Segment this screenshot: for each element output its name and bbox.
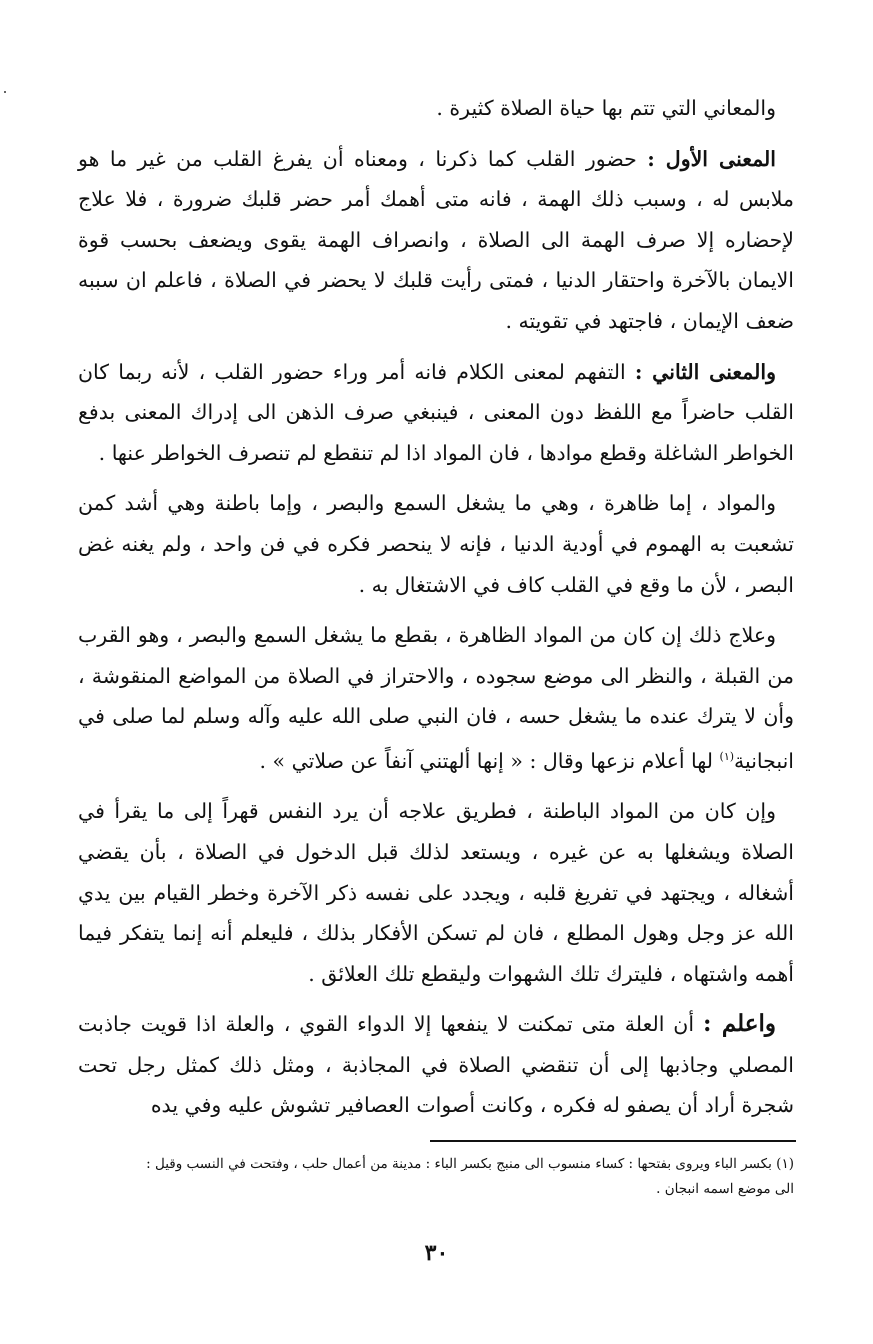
scan-speck bbox=[4, 91, 6, 93]
second-meaning-heading: والمعنى الثاني : bbox=[634, 359, 776, 384]
external-remedy-text-continued: لها أعلام نزعها وقال : « إنها ألهتني آنفاً عن صلاتي » . bbox=[259, 748, 713, 773]
first-meaning-heading: المعنى الأول : bbox=[647, 146, 776, 171]
paragraph-external-remedy bbox=[78, 615, 794, 781]
paragraph-know bbox=[78, 1004, 794, 1126]
footnote-line-1: (١) بكسر الباء ويروى بفتحها : كساء منسوب الى منبج بكسر الباء : مدينة من أعمال حلب ، وفتحت في النسب وقيل : bbox=[146, 1156, 794, 1172]
know-text: أن العلة متى تمكنت لا ينفعها إلا الدواء القوي ، والعلة اذا قويت جاذبت المصلي وجاذبها إلى أن تنقضي الصلاة في المجاذبة ، ومثل ذلك كمثل رجل تحت شجرة أراد أن يصفو له فكره ، وكانت أصوات العصافير تشوش عليه وفي يده bbox=[78, 1012, 794, 1118]
know-heading: واعلم : bbox=[702, 1010, 776, 1038]
paragraph-internal-remedy: وإن كان من المواد الباطنة ، فطريق علاجه أن يرد النفس قهراً إلى ما يقرأ في الصلاة ويشغلها به عن غيره ، ويستعد لذلك قبل الدخول في الصلاة ، بأن يقضي أشغاله ، ويجتهد في تفريغ قلبه ، ويجدد على نفسه ذكر الآخرة وخطر القيام بين يدي الله عز وجل وهول المطلع ، فان لم تسكن الأفكار بذلك ، فليعلم أنه إنما يتفكر فيما أهمه واشتهاه ، فليترك تلك الشهوات وليقطع تلك العلائق . bbox=[78, 799, 794, 986]
paragraph-second-meaning bbox=[78, 352, 794, 474]
footnote-line-2: الى موضع اسمه انبجان . bbox=[656, 1181, 794, 1197]
external-remedy-text: وعلاج ذلك إن كان من المواد الظاهرة ، بقطع ما يشغل السمع والبصر ، وهو القرب من القبلة ، والنظر الى موضع سجوده ، والاحتراز في الصلاة من المواضع المنقوشة ، وأن لا يترك عنده ما يشغل حسه ، فان النبي صلى الله عليه وآله وسلم لما صلى في انبجانية bbox=[78, 623, 794, 773]
first-meaning-text: حضور القلب كما ذكرنا ، ومعناه أن يفرغ القلب من غير ما هو ملابس له ، وسبب ذلك الهمة ، فانه متى أهمك أمر حضر قلبك ضرورة ، فلا علاج لإحضاره إلا صرف الهمة الى الصلاة ، وانصراف الهمة يقوى ويضعف بحسب قوة الايمان بالآخرة واحتقار الدنيا ، فمتى رأيت قلبك لا يحضر في الصلاة ، فاعلم ان سببه ضعف الإيمان ، فاجتهد في تقويته . bbox=[78, 146, 794, 333]
paragraph-first-meaning bbox=[78, 139, 794, 342]
intro-line: والمعاني التي تتم بها حياة الصلاة كثيرة . bbox=[436, 96, 776, 120]
paragraph-distractions: والمواد ، إما ظاهرة ، وهي ما يشغل السمع والبصر ، وإما باطنة وهي أشد كمن تشعبت به الهموم في أودية الدنيا ، فإنه لا ينحصر فكره في فن واحد ، ولم يغنه غض البصر ، لأن ما وقع في القلب كاف في الاشتغال به . bbox=[78, 491, 794, 597]
footnote bbox=[78, 1152, 794, 1202]
main-text bbox=[78, 88, 794, 1126]
second-meaning-text: التفهم لمعنى الكلام فانه أمر وراء حضور القلب ، لأنه ربما كان القلب حاضراً مع اللفظ دون المعنى ، فينبغي صرف الذهن الى إدراك المعنى بدفع الخواطر الشاغلة وقطع موادها ، فان المواد اذا لم تنقطع لم تنصرف الخواطر عنها . bbox=[78, 359, 794, 465]
footnote-divider bbox=[430, 1140, 796, 1142]
footnote-reference: (١) bbox=[719, 749, 735, 763]
page-number: ٣٠ bbox=[424, 1240, 449, 1266]
